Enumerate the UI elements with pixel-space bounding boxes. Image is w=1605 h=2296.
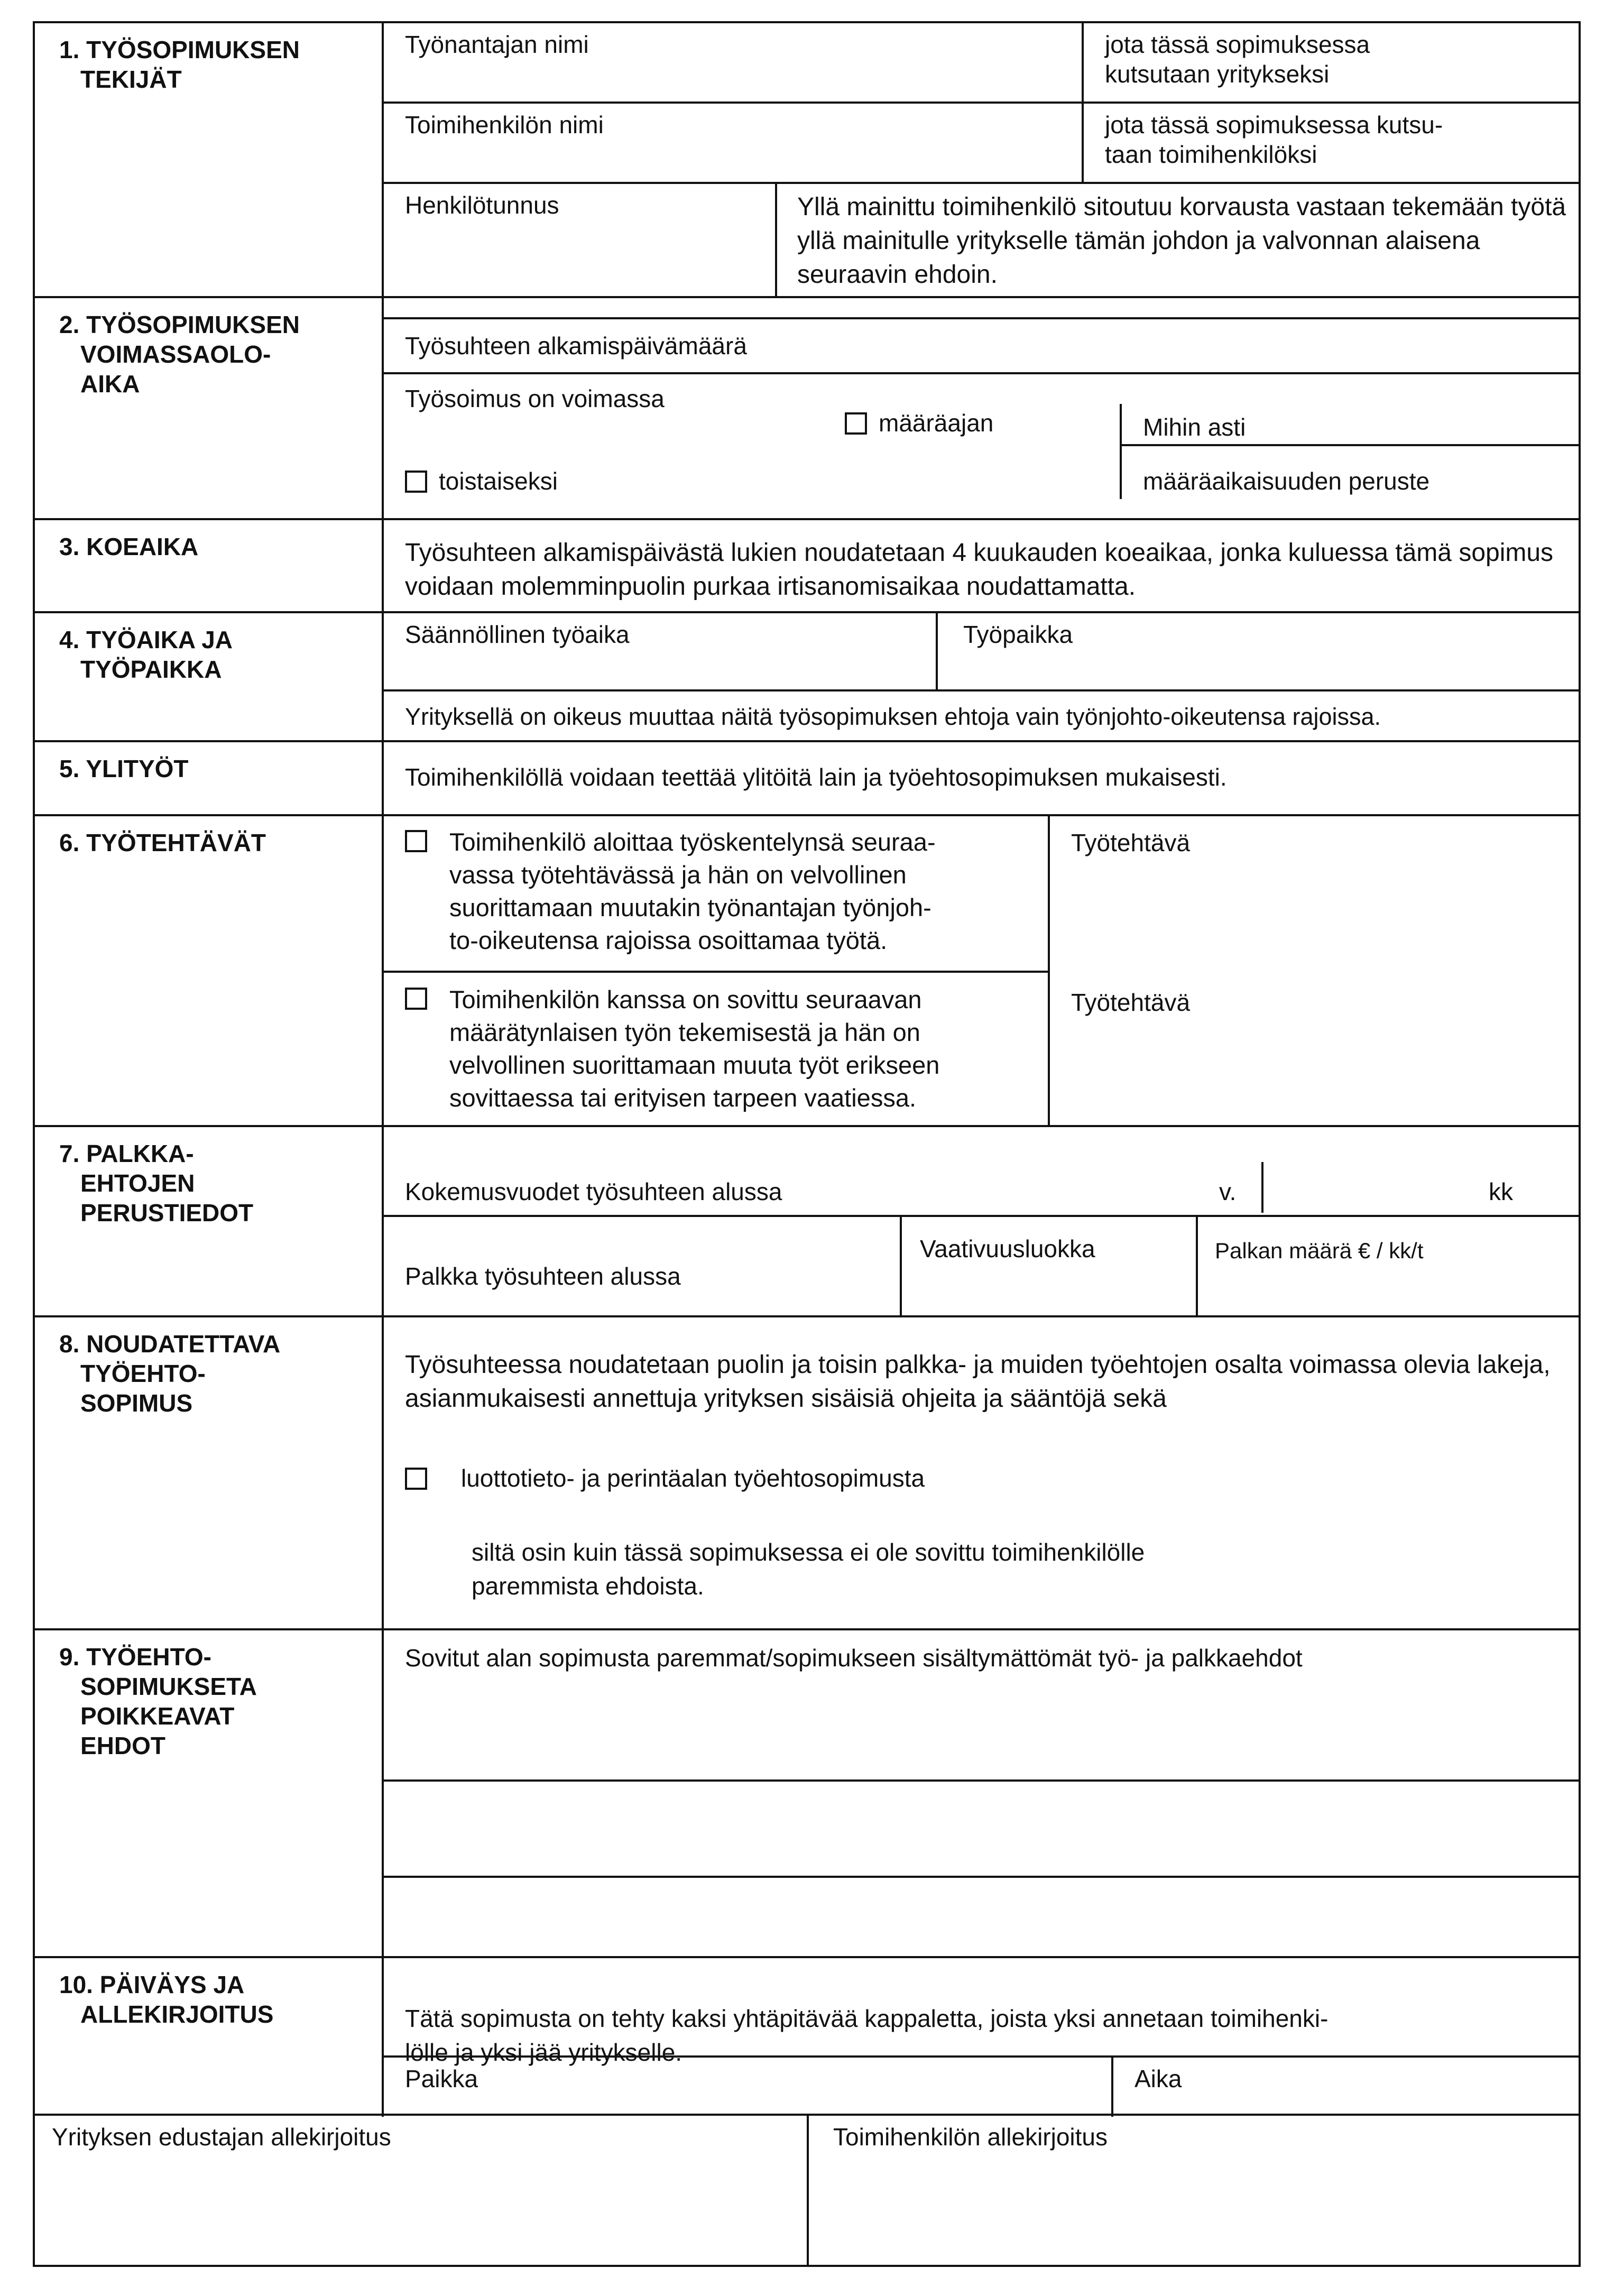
signature-row <box>35 2114 1579 2269</box>
section-label: 9. TYÖEHTO- SOPIMUKSETA POIKKEAVAT EHDOT <box>35 1630 384 1956</box>
experience-field[interactable]: Kokemusvuodet työsuhteen alussa <box>405 1178 782 1205</box>
deviating-terms-field[interactable]: Sovitut alan sopimusta paremmat/sopimukseen sisältymättömät työ- ja palkkaehdot <box>405 1644 1303 1672</box>
section-label: 3. KOEAIKA <box>35 520 384 611</box>
employer-note: jota tässä sopimuksessa kutsutaan yritykseksi <box>1105 31 1370 88</box>
salary-amount-field[interactable]: Palkan määrä € / kk/t <box>1215 1238 1424 1263</box>
months-label: kk <box>1489 1178 1513 1205</box>
years-label: v. <box>1219 1178 1237 1205</box>
employee-name-field[interactable]: Toimihenkilön nimi <box>405 111 604 139</box>
fixed-reason-field[interactable]: määräaikaisuuden peruste <box>1143 467 1430 495</box>
fixed-term-checkbox[interactable] <box>845 412 867 435</box>
section-label: 4. TYÖAIKA JA TYÖPAIKKA <box>35 613 384 740</box>
fixed-term-option[interactable] <box>845 408 993 438</box>
section-label: 6. TYÖTEHTÄVÄT <box>35 816 384 1125</box>
section-working-hours <box>35 613 1579 742</box>
section-label: 2. TYÖSOPIMUKSEN VOIMASSAOLO- AIKA <box>35 298 384 518</box>
agreement-checkbox[interactable] <box>405 1468 427 1490</box>
salary-start-field[interactable]: Palkka työsuhteen alussa <box>405 1262 681 1290</box>
place-field[interactable]: Paikka <box>405 2065 478 2092</box>
fixed-term-label: määräajan <box>879 409 994 437</box>
copies-text: Tätä sopimusta on tehty kaksi yhtäpitävää kappaletta, joista yksi annetaan toimihenki- lölle ja yksi jää yritykselle. <box>405 2005 1329 2066</box>
employer-name-field[interactable]: Työnantajan nimi <box>405 31 589 58</box>
section-date-signature <box>35 1958 1579 2269</box>
section-collective-agreement <box>35 1317 1579 1630</box>
duty-option-2[interactable] <box>405 983 939 1114</box>
section-label: 1. TYÖSOPIMUKSEN TEKIJÄT <box>35 23 384 296</box>
section-label: 8. NOUDATETTAVA TYÖEHTO- SOPIMUS <box>35 1317 384 1628</box>
duty-option-1-checkbox[interactable] <box>405 830 427 852</box>
section-salary <box>35 1127 1579 1317</box>
agreement-text: Työsuhteessa noudatetaan puolin ja toisin palkka- ja muiden työehtojen osalta voimassa olevia lakeja, asianmukaisesti annettuja yrityksen sisäisiä ohjeita ja sääntöjä sekä <box>405 1351 1551 1413</box>
section-deviating-terms <box>35 1630 1579 1958</box>
duty-option-1-text: Toimihenkilö aloittaa työskentelynsä seuraa- vassa työtehtävässä ja hän on velvollinen suorittamaan muutakin työnantajan työnjoh- to-oikeutensa rajoissa osoittamaa työtä. <box>449 828 936 954</box>
section-validity <box>35 298 1579 520</box>
time-field[interactable]: Aika <box>1134 2065 1182 2092</box>
start-date-field[interactable]: Työsuhteen alkamispäivämäärä <box>405 332 747 359</box>
duty-option-2-checkbox[interactable] <box>405 988 427 1010</box>
regular-hours-field[interactable]: Säännöllinen työaika <box>405 621 630 648</box>
employee-signature-field[interactable]: Toimihenkilön allekirjoitus <box>833 2123 1108 2151</box>
working-hours-note: Yrityksellä on oikeus muuttaa näitä työsopimuksen ehtoja vain työnjohto-oikeutensa rajoissa. <box>405 703 1381 730</box>
section-duties <box>35 816 1579 1127</box>
indefinite-label: toistaiseksi <box>439 467 558 495</box>
section-trial-period <box>35 520 1579 613</box>
section-overtime <box>35 742 1579 816</box>
section-label: 10. PÄIVÄYS JA ALLEKIRJOITUS <box>35 1958 384 2117</box>
task-2-field[interactable]: Työtehtävä <box>1071 989 1191 1016</box>
validity-label: Työsoimus on voimassa <box>405 385 665 412</box>
indefinite-option[interactable] <box>405 466 558 496</box>
duty-option-1[interactable] <box>405 826 936 957</box>
agreement-extra: siltä osin kuin tässä sopimuksessa ei ole sovittu toimihenkilölle paremmista ehdoista. <box>472 1538 1145 1600</box>
commitment-text: Yllä mainittu toimihenkilö sitoutuu korvausta vastaan tekemään työtä yllä mainitulle yritykselle tämän johdon ja valvonnan alaisena seuraavin ehdoin. <box>797 193 1566 289</box>
duty-option-2-text: Toimihenkilön kanssa on sovittu seuraavan määrätynlaisen työn tekemisestä ja hän on velvollinen suorittamaan muuta työt erikseen sovittaessa tai erityisen tarpeen vaatiessa. <box>449 985 940 1112</box>
section-label: 7. PALKKA- EHTOJEN PERUSTIEDOT <box>35 1127 384 1315</box>
employee-note: jota tässä sopimuksessa kutsu- taan toimihenkilöksi <box>1105 111 1443 168</box>
id-code-field[interactable]: Henkilötunnus <box>405 191 559 219</box>
company-signature-field[interactable]: Yrityksen edustajan allekirjoitus <box>52 2123 391 2151</box>
employment-contract-form <box>33 21 1581 2267</box>
difficulty-field[interactable]: Vaativuusluokka <box>920 1235 1095 1262</box>
section-parties <box>35 23 1579 298</box>
task-1-field[interactable]: Työtehtävä <box>1071 829 1191 856</box>
trial-period-text: Työsuhteen alkamispäivästä lukien noudatetaan 4 kuukauden koeaikaa, jonka kuluessa tämä sopimus voidaan molemminpuolin purkaa irtisanomisaikaa noudattamatta. <box>405 539 1554 601</box>
overtime-text: Toimihenkilöllä voidaan teettää ylitöitä lain ja työehtosopimuksen mukaisesti. <box>405 763 1227 791</box>
agreement-option-label: luottotieto- ja perintäalan työehtosopimusta <box>461 1464 925 1492</box>
indefinite-checkbox[interactable] <box>405 471 427 493</box>
workplace-field[interactable]: Työpaikka <box>963 621 1073 648</box>
section-label: 5. YLITYÖT <box>35 742 384 814</box>
until-field[interactable]: Mihin asti <box>1143 413 1246 441</box>
agreement-option[interactable] <box>405 1463 925 1493</box>
